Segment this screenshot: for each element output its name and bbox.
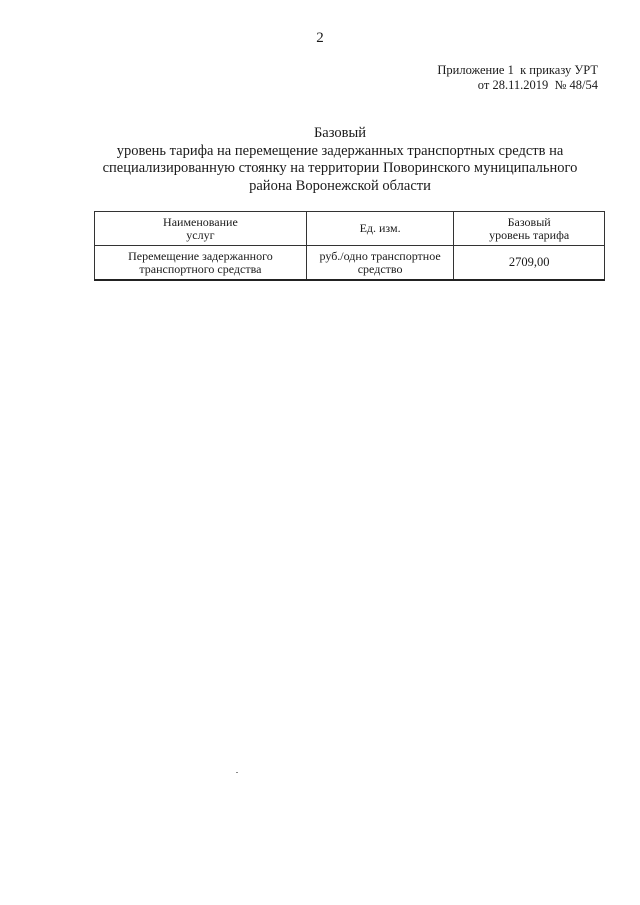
- document-title: [70, 125, 610, 195]
- title-line-2: уровень тарифа на перемещение задержанных транспортных средств на: [116, 142, 564, 159]
- appendix-line-2: от 28.11.2019 № 48/54: [477, 78, 598, 92]
- header-service-name-line-1: Наименование: [163, 214, 238, 229]
- cell-unit: [306, 246, 453, 281]
- cell-base-rate: 2709,00: [454, 246, 605, 281]
- header-base-rate: [454, 212, 605, 246]
- cell-unit-line-2: средство: [357, 261, 403, 276]
- header-row: [95, 212, 605, 246]
- appendix-reference: [437, 63, 598, 93]
- tariff-table: [94, 211, 605, 281]
- appendix-line-1: Приложение 1 к приказу УРТ: [437, 63, 598, 77]
- header-service-name-line-2: услуг: [186, 227, 215, 242]
- cell-service-name-line-1: Перемещение задержанного: [128, 248, 273, 263]
- header-base-rate-line-2: уровень тарифа: [489, 227, 570, 242]
- cell-service-name: [95, 246, 307, 281]
- header-base-rate-line-1: Базовый: [507, 214, 551, 229]
- scan-speck: [236, 772, 238, 773]
- title-line-1: Базовый: [313, 125, 366, 141]
- page-number: 2: [316, 30, 324, 46]
- table-row: [95, 246, 605, 281]
- header-unit-text: Ед. изм.: [359, 221, 401, 235]
- tariff-table-header: [95, 212, 605, 246]
- header-service-name: [95, 212, 307, 246]
- cell-service-name-line-2: транспортного средства: [139, 261, 262, 276]
- title-line-3: специализированную стоянку на территории Поворинского муниципального: [102, 160, 578, 176]
- header-unit: [306, 212, 453, 246]
- cell-unit-line-1: руб./одно транспортное: [319, 248, 441, 263]
- tariff-table-body: [95, 246, 605, 281]
- title-line-4: района Воронежской области: [249, 177, 431, 194]
